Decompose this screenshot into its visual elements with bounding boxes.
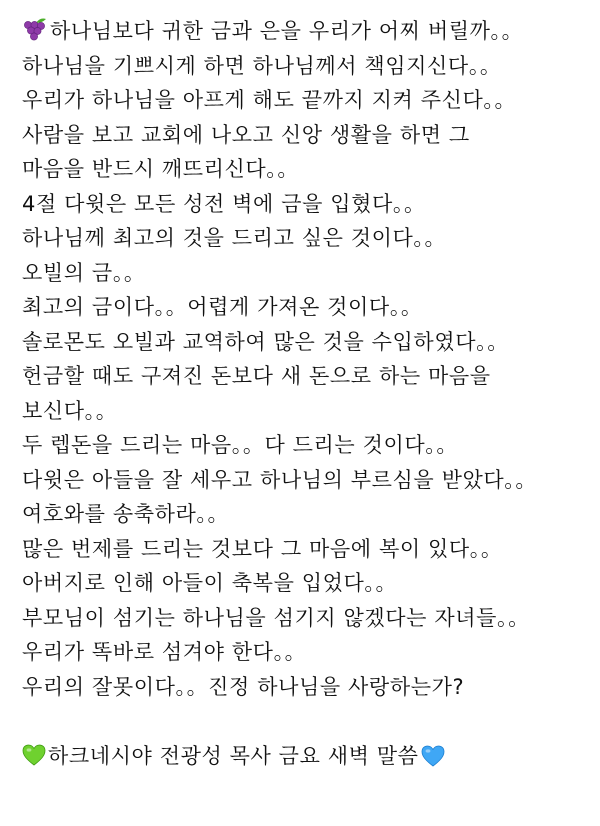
sermon-note (22, 14, 588, 773)
footer-signature (22, 739, 588, 774)
note-line-16: 많은 번제를 드리는 것보다 그 마음에 복이 있다。。 (22, 536, 503, 561)
note-line-5: 마음을 반드시 깨뜨리신다。。 (22, 157, 299, 181)
note-line-3: 우리가 하나님을 아프게 해도 끝까지 지켜 주신다。。 (22, 88, 517, 112)
note-line-17: 아버지로 인해 아들이 축복을 입었다。。 (22, 571, 398, 595)
note-line-18: 부모님이 섬기는 하나님을 섬기지 않겠다는 자녀들。。 (22, 605, 530, 630)
note-line-text: 하나님보다 귀한 금과 은을 우리가 어찌 버릴까。。 (50, 19, 524, 43)
green-heart-icon (22, 742, 46, 774)
note-line-7: 하나님께 최고의 것을 드리고 싶은 것이다。。 (22, 226, 447, 250)
note-line-19: 우리가 똑바로 섬겨야 한다。。 (22, 640, 307, 664)
note-line-12: 보신다。。 (22, 398, 118, 423)
note-line-8: 오빌의 금。。 (22, 260, 146, 285)
blank-line (22, 704, 588, 739)
blue-heart-icon (421, 743, 445, 774)
grapes-icon (22, 17, 48, 49)
note-line-11: 헌금할 때도 구져진 돈보다 새 돈으로 하는 마음을 (22, 364, 491, 388)
note-line-6: 4절 다윗은 모든 성전 벽에 금을 입혔다。。 (22, 191, 426, 216)
note-line-15: 여호와를 송축하라。。 (22, 502, 230, 526)
note-line-14: 다윗은 아들을 잘 세우고 하나님의 부르심을 받았다。。 (22, 467, 537, 492)
note-line-10: 솔로몬도 오빌과 교역하여 많은 것을 수입하였다。。 (22, 329, 509, 354)
footer-text: 하크네시야 전광성 목사 금요 새벽 말씀 (48, 743, 419, 768)
note-line-9: 최고의 금이다。。어렵게 가져온 것이다。。 (22, 295, 423, 319)
note-line-2: 하나님을 기쁘시게 하면 하나님께서 책임지신다。。 (22, 53, 502, 78)
note-line-20: 우리의 잘못이다。。진정 하나님을 사랑하는가? (22, 674, 465, 699)
note-line-4: 사람을 보고 교회에 나오고 신앙 생활을 하면 그 (22, 122, 470, 147)
note-line-13: 두 렙돈을 드리는 마음。。다 드리는 것이다。。 (22, 433, 458, 457)
note-line-1 (22, 14, 588, 49)
